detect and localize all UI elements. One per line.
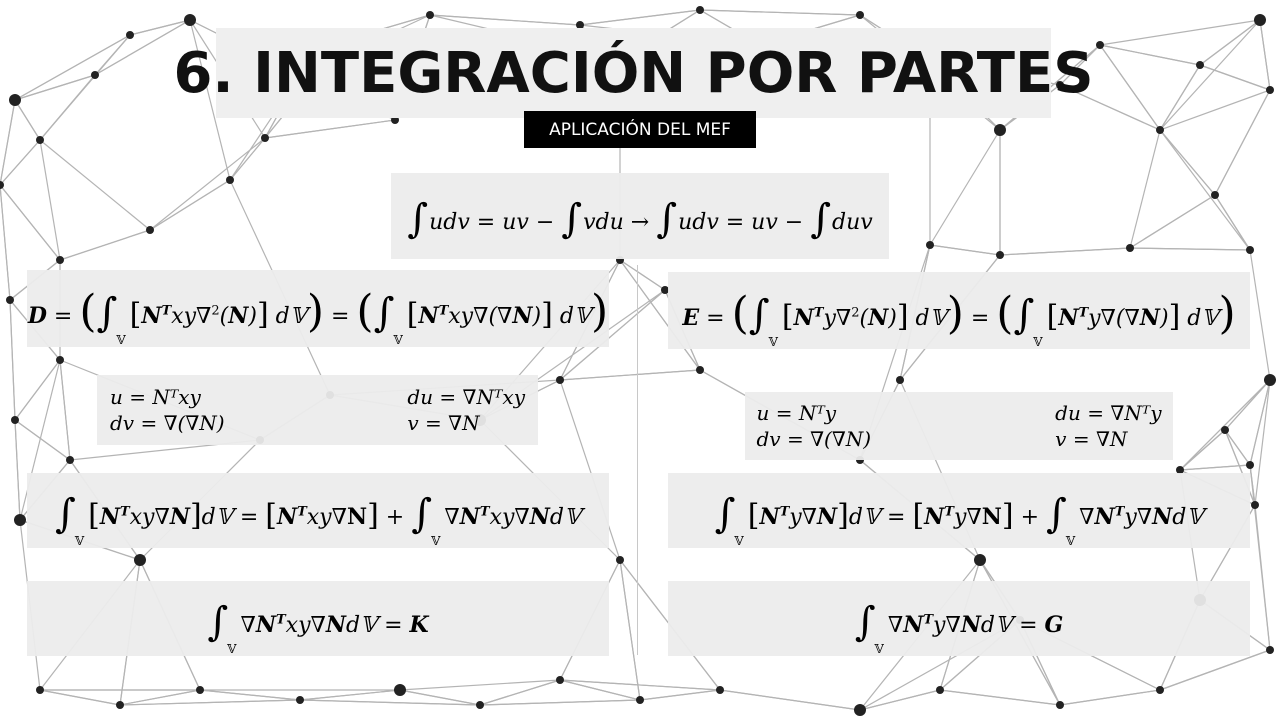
network-node [6,296,14,304]
network-node [856,11,864,19]
network-node [716,686,724,694]
network-line [0,185,60,260]
network-node [1096,41,1104,49]
network-line [40,140,150,230]
network-line [560,370,700,380]
network-node [226,176,234,184]
network-line [1215,90,1270,195]
network-node [11,416,19,424]
network-node [1266,86,1274,94]
formula-integration-by-parts: ∫udv = uv − ∫vdu → ∫udv = uv − ∫duv [391,173,889,259]
network-line [1260,20,1270,90]
network-node [134,554,146,566]
right-u: u = Nᵀy [756,401,837,425]
network-node [146,226,154,234]
network-node [116,701,124,709]
formula-k-result: ∫ 𝕍 $\nabla N^Txy\nabla Nd𝕍 = K$ [27,581,609,656]
network-node [9,94,21,106]
network-line [15,420,20,520]
network-line [1180,380,1270,470]
column-divider [637,265,638,655]
network-node [261,134,269,142]
formula-g-result: ∫ 𝕍 $\nabla N^Ty\nabla Nd𝕍 = G$ [668,581,1250,656]
network-node [66,456,74,464]
network-line [700,10,860,15]
network-node [1126,244,1134,252]
network-line [15,420,70,460]
network-node [184,14,196,26]
right-dv: dv = ∇(∇N) [756,427,872,451]
network-line [230,138,265,180]
network-line [640,690,720,700]
network-node [696,6,704,14]
right-v: v = ∇N [1055,427,1128,451]
network-line [0,140,40,185]
network-line [1100,20,1260,45]
network-node [1264,374,1276,386]
network-node [1246,461,1254,469]
network-line [580,10,700,25]
right-variable-assignments [745,392,1173,460]
network-line [40,140,60,260]
network-node [616,556,624,564]
network-line [1255,380,1270,505]
network-node [1246,246,1254,254]
network-line [1130,130,1160,248]
network-line [60,360,70,460]
network-node [994,124,1006,136]
left-u: u = Nᵀxy [110,385,201,409]
network-node [1156,126,1164,134]
network-line [1160,130,1250,250]
network-node [0,181,4,189]
network-line [720,690,860,710]
network-line [930,245,1000,255]
k-symbol: K [409,611,429,638]
formula-right-by-parts: ∫ 𝕍 $[N^Ty\nabla N]d𝕍 = [N^Ty\nabla N]$ + ∫ 𝕍 $\nabla N^Ty\nabla Nd𝕍$ [668,473,1250,548]
g-symbol: G [1044,611,1064,638]
network-node [896,376,904,384]
network-line [1000,248,1130,255]
network-line [1160,20,1260,130]
network-node [996,251,1004,259]
network-node [126,31,134,39]
network-line [150,138,265,230]
network-line [1100,45,1200,65]
network-node [1251,501,1259,509]
network-line [15,360,60,420]
network-node [56,356,64,364]
network-line [1160,650,1270,690]
network-node [1196,61,1204,69]
network-line [0,100,15,185]
title-banner [173,28,1094,118]
network-line [1130,195,1215,248]
network-line [200,690,300,700]
network-node [974,554,986,566]
network-node [91,71,99,79]
network-line [1250,380,1270,465]
network-node [636,696,644,704]
formula-e-definition: E = ( ∫ 𝕍 $[N^Ty\nabla^2(N)]$ d𝕍) = ( ∫ 𝕍 $[N^Ty\nabla(\nabla N)]$ d𝕍) [668,272,1250,349]
network-line [1160,65,1200,130]
formula-d-definition: D = ( ∫ 𝕍 $[N^Txy\nabla^2(N)]$ d𝕍) = ( ∫ 𝕍 $[N^Txy\nabla(\nabla N)]$ d𝕍) [27,270,609,347]
network-node [296,696,304,704]
e-symbol: E [682,305,700,331]
network-line [1160,130,1215,195]
network-line [60,230,150,260]
network-line [1200,65,1270,90]
network-node [854,704,866,716]
network-node [926,241,934,249]
left-du: du = ∇Nᵀxy [407,385,525,409]
page-title: 6. INTEGRACIÓN POR PARTES [173,40,1094,106]
network-node [556,376,564,384]
network-line [0,185,10,300]
subtitle-label: APLICACIÓN DEL MEF [524,111,756,148]
network-line [1100,45,1160,130]
network-line [265,120,395,138]
network-node [556,676,564,684]
network-line [1250,250,1270,380]
network-line [930,130,1000,245]
left-dv: dv = ∇(∇N) [110,411,225,435]
left-v: v = ∇N [407,411,480,435]
network-line [150,180,230,230]
network-line [120,700,300,705]
network-node [696,366,704,374]
network-line [480,700,640,705]
network-line [1215,195,1250,250]
network-line [40,690,120,705]
network-line [860,690,940,710]
network-node [36,136,44,144]
network-node [394,684,406,696]
network-node [196,686,204,694]
network-node [476,701,484,709]
network-node [1254,14,1266,26]
network-line [130,20,190,35]
network-line [560,680,720,690]
network-node [1156,686,1164,694]
network-node [56,256,64,264]
network-node [1211,191,1219,199]
network-node [936,686,944,694]
network-line [1160,90,1270,130]
formula-left-by-parts: ∫ 𝕍 $[N^Txy\nabla N]d𝕍 = [N^Txy\nabla N]$ + ∫ 𝕍 $\nabla N^Txy\nabla Nd𝕍$ [27,473,609,548]
network-line [1060,690,1160,705]
network-line [620,260,665,290]
right-du: du = ∇Nᵀy [1055,401,1162,425]
network-node [1266,646,1274,654]
network-node [14,514,26,526]
network-node [426,11,434,19]
network-line [1200,20,1260,65]
network-line [300,690,400,700]
d-symbol: D [27,303,47,329]
network-line [400,680,560,690]
network-node [36,686,44,694]
network-line [300,700,480,705]
network-node [1056,701,1064,709]
network-node [1221,426,1229,434]
network-line [10,300,15,420]
left-variable-assignments [97,375,538,445]
network-line [1130,248,1250,250]
network-line [15,75,95,100]
network-line [15,35,130,100]
network-line [15,100,40,140]
network-line [940,690,1060,705]
network-line [1250,465,1270,650]
